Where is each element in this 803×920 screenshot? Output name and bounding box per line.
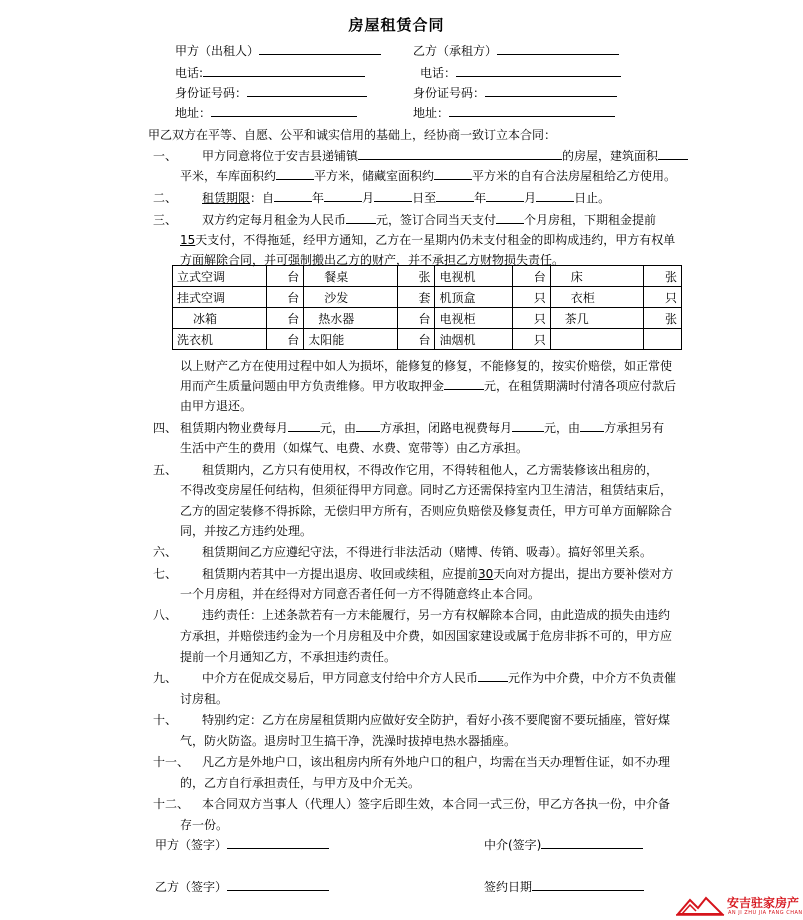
item-unit: 只 xyxy=(644,287,682,308)
lessor-phone-label: 电话: xyxy=(175,66,204,80)
clause-5-line-3: 乙方的固定装修不得拆除，无偿归甲方所有，否则应负赔偿及修复责任，甲方可单方面解除合 xyxy=(180,504,673,518)
end-day-blank[interactable] xyxy=(536,189,574,202)
lessor-address-label: 地址： xyxy=(175,106,212,120)
clause-7-line-2: 一个月房租，并在经得对方同意否者任何一方不得随意终止本合同。 xyxy=(180,587,541,601)
item-unit xyxy=(644,329,682,350)
item-unit: 张 xyxy=(397,266,435,287)
clause-3-line-3: 方面解除合同，并可强制搬出乙方的财产，并不承担乙方财物损失责任。 xyxy=(180,253,565,267)
clause-10-line-1: 特别约定：乙方在房屋租赁期内应做好安全防护，看好小孩不要爬窗不要玩插座，管好煤 xyxy=(202,713,671,727)
lessee-id-field xyxy=(413,84,617,101)
party-b-signature-blank[interactable] xyxy=(227,878,329,891)
clause-8-line-2: 方承担，并赔偿违约金为一个月房租及中介费，如因国家建设或属于危房非拆不可的，甲方应 xyxy=(180,629,673,643)
page-title: 房屋租赁合同 xyxy=(348,16,445,34)
clause-3-line-6: 由甲方退还。 xyxy=(180,399,253,413)
lessor-address-field xyxy=(175,104,357,121)
start-month-blank[interactable] xyxy=(324,189,362,202)
clause-7-text-b: 天向对方提出，提出方要补偿对方 xyxy=(493,567,674,581)
logo-name: 安吉驻家房产 xyxy=(727,896,800,910)
clause-6-line-1: 租赁期间乙方应遵纪守法，不得进行非法活动（赌博、传销、吸毒）。搞好邻里关系。 xyxy=(202,545,653,559)
clause-9-text-b: 元作为中介费，中介方不负责催 xyxy=(508,671,677,685)
months-paid-blank[interactable] xyxy=(496,211,524,224)
item-unit: 只 xyxy=(513,308,551,329)
clause-4-number: 四、 xyxy=(153,421,178,435)
item-unit: 张 xyxy=(644,266,682,287)
item-name: 油烟机 xyxy=(435,329,513,350)
clause-11-line-1: 凡乙方是外地户口，该出租房内所有外地户口的租户，均需在当天办理暂住证，如不办理 xyxy=(202,755,671,769)
clause-5-line-4: 同，并按乙方违约处理。 xyxy=(180,524,313,538)
location-blank[interactable] xyxy=(358,147,562,160)
clause-3-text-b: 元，签订合同当天支付 xyxy=(376,213,497,227)
item-unit: 只 xyxy=(513,287,551,308)
clause-4-text-a: 租赁期内物业费每月 xyxy=(180,421,289,435)
party-a-signature-blank[interactable] xyxy=(227,836,329,849)
lessee-field xyxy=(413,42,619,59)
lease-term-from: ：自 xyxy=(250,191,275,205)
item-unit: 台 xyxy=(266,308,304,329)
item-name: 衣柜 xyxy=(550,287,644,308)
item-unit: 台 xyxy=(266,329,304,350)
end-month-blank[interactable] xyxy=(486,189,524,202)
clause-9-line-1 xyxy=(202,669,676,686)
lessor-id-label: 身份证号码： xyxy=(175,86,248,100)
item-name: 热水器 xyxy=(304,308,398,329)
clause-8-line-3: 提前一个月通知乙方，不承担违约责任。 xyxy=(180,650,397,664)
clause-4-line-2: 生活中产生的费用（如煤气、电费、水费、宽带等）由乙方承担。 xyxy=(180,441,529,455)
item-unit: 台 xyxy=(397,329,435,350)
tv-fee-party-blank[interactable] xyxy=(580,419,604,432)
start-day-label: 日至 xyxy=(412,191,437,205)
clause-3-text-f: 元，在租赁期满时付清各项应付款后 xyxy=(484,379,677,393)
clause-1-text-b: 的房屋，建筑面积 xyxy=(562,149,659,163)
clause-4-line-1 xyxy=(180,419,664,436)
start-month-label: 月 xyxy=(362,191,375,205)
monthly-rent-blank[interactable] xyxy=(346,211,376,224)
property-fee-party-blank[interactable] xyxy=(356,419,380,432)
clause-8-line-1: 违约责任：上述条款若有一方未能履行，另一方有权解除本合同，由此造成的损失由违约 xyxy=(202,608,671,622)
lessee-address-blank[interactable] xyxy=(449,104,615,117)
clause-11-line-2: 的，乙方自行承担责任，与甲方及中介无关。 xyxy=(180,776,421,790)
item-name: 电视柜 xyxy=(435,308,513,329)
clause-9-number: 九、 xyxy=(153,671,178,685)
start-year-label: 年 xyxy=(312,191,325,205)
clause-3-text-c: 个月房租，下期租金提前 xyxy=(524,213,657,227)
clause-2-number: 二、 xyxy=(153,191,178,205)
clause-6-number: 六、 xyxy=(153,545,178,559)
clause-10-number: 十、 xyxy=(153,713,178,727)
lessor-field xyxy=(175,42,381,59)
lessor-phone-blank[interactable] xyxy=(203,64,365,77)
clause-9-text-a: 中介方在促成交易后，甲方同意支付给中介方人民币 xyxy=(202,671,479,685)
table-row xyxy=(173,308,682,329)
sign-date xyxy=(484,878,644,895)
clause-8-number: 八、 xyxy=(153,608,178,622)
clause-3-number: 三、 xyxy=(153,213,178,227)
clause-1-text-a: 甲方同意将位于安吉县递铺镇 xyxy=(202,149,359,163)
item-name: 太阳能 xyxy=(304,329,398,350)
agent-signature-label: 中介(签字) xyxy=(484,838,542,852)
clause-1-line-1 xyxy=(202,147,688,164)
clause-12-line-1: 本合同双方当事人（代理人）签字后即生效，本合同一式三份，甲乙方各执一份，中介备 xyxy=(202,797,671,811)
clause-7-line-1 xyxy=(202,565,673,582)
clause-2-line-1 xyxy=(202,189,610,206)
clause-1-line-2 xyxy=(180,167,676,184)
clause-3-text-e: 用而产生质量问题由甲方负责维修。甲方收取押金 xyxy=(180,379,445,393)
advance-days-value: 15 xyxy=(180,233,196,247)
party-b-signature xyxy=(155,878,329,895)
item-name: 冰箱 xyxy=(173,308,267,329)
clause-7-text-a: 租赁期内若其中一方提出退房、收回或续租，应提前 xyxy=(202,567,479,581)
clause-7-number: 七、 xyxy=(153,567,178,581)
lessee-label: 乙方（承租方） xyxy=(413,44,498,58)
property-fee-blank[interactable] xyxy=(288,419,320,432)
agency-fee-blank[interactable] xyxy=(478,669,508,682)
table-row xyxy=(173,266,682,287)
lessor-address-blank[interactable] xyxy=(211,104,357,117)
table-row xyxy=(173,329,682,350)
clause-5-line-1: 租赁期内，乙方只有使用权，不得改作它用，不得转租他人，乙方需装修该出租房的， xyxy=(202,463,659,477)
clause-12-number: 十二、 xyxy=(153,797,190,811)
lessor-phone-field xyxy=(175,64,365,81)
lessor-id-blank[interactable] xyxy=(247,84,367,97)
table-row xyxy=(173,287,682,308)
clause-4-text-e: 方承担另有 xyxy=(604,421,665,435)
storage-area-blank[interactable] xyxy=(434,167,472,180)
item-unit: 张 xyxy=(644,308,682,329)
deposit-blank[interactable] xyxy=(444,377,484,390)
start-day-blank[interactable] xyxy=(374,189,412,202)
lessee-phone-field xyxy=(420,64,621,81)
end-month-label: 月 xyxy=(524,191,537,205)
lessee-id-blank[interactable] xyxy=(485,84,617,97)
item-name xyxy=(550,329,644,350)
end-day-label: 日止。 xyxy=(574,191,611,205)
intro-text: 甲乙双方在平等、自愿、公平和诚实信用的基础上，经协商一致订立本合同： xyxy=(148,128,557,142)
party-a-signature-label: 甲方（签字） xyxy=(155,838,228,852)
furniture-table xyxy=(172,265,682,350)
clause-1-text-d: 平方米，储藏室面积约 xyxy=(314,169,435,183)
tv-fee-blank[interactable] xyxy=(512,419,544,432)
clause-5-line-2: 不得改变房屋任何结构，但须征得甲方同意。同时乙方还需保持室内卫生清洁，租赁结束后， xyxy=(180,483,673,497)
item-unit: 只 xyxy=(513,329,551,350)
lessor-label: 甲方（出租人） xyxy=(175,44,260,58)
item-unit: 套 xyxy=(397,287,435,308)
lessee-phone-blank[interactable] xyxy=(456,64,621,77)
clause-10-line-2: 气，防火防盗。退房时卫生搞干净，洗澡时拔掉电热水器插座。 xyxy=(180,734,517,748)
clause-4-text-d: 元，由 xyxy=(544,421,581,435)
notice-days-value: 30 xyxy=(478,567,494,581)
item-unit: 台 xyxy=(266,287,304,308)
clause-5-number: 五、 xyxy=(153,463,178,477)
lessee-address-field xyxy=(413,104,615,121)
logo-subtitle: AN JI ZHU JIA FANG CHAN xyxy=(728,910,803,916)
sign-date-label: 签约日期 xyxy=(484,880,533,894)
clause-3-line-5 xyxy=(180,377,676,394)
item-name: 餐桌 xyxy=(304,266,398,287)
item-unit: 台 xyxy=(266,266,304,287)
clause-3-line-4: 以上财产乙方在使用过程中如人为损坏，能修复的修复，不能修复的，按实价赔偿，如正常使 xyxy=(180,359,673,373)
lessee-name-blank[interactable] xyxy=(497,42,619,55)
lessor-id-field xyxy=(175,84,367,101)
item-unit: 台 xyxy=(513,266,551,287)
lessor-name-blank[interactable] xyxy=(259,42,381,55)
end-year-label: 年 xyxy=(474,191,487,205)
garage-area-blank[interactable] xyxy=(276,167,314,180)
end-year-blank[interactable] xyxy=(436,189,474,202)
sign-date-blank[interactable] xyxy=(532,878,644,891)
clause-12-line-2: 存一份。 xyxy=(180,818,229,832)
party-b-signature-label: 乙方（签字） xyxy=(155,880,228,894)
item-name: 茶几 xyxy=(550,308,644,329)
item-unit: 台 xyxy=(397,308,435,329)
clause-4-text-b: 元，由 xyxy=(320,421,357,435)
item-name: 洗衣机 xyxy=(173,329,267,350)
item-name: 立式空调 xyxy=(173,266,267,287)
lease-term-label: 租赁期限 xyxy=(202,191,251,205)
clause-1-text-c: 平米，车库面积约 xyxy=(180,169,277,183)
lessee-phone-label: 电话： xyxy=(420,66,457,80)
clause-9-line-2: 讨房租。 xyxy=(180,692,229,706)
item-name: 沙发 xyxy=(304,287,398,308)
agent-signature-blank[interactable] xyxy=(541,836,643,849)
item-name: 电视机 xyxy=(435,266,513,287)
clause-4-text-c: 方承担，闭路电视费每月 xyxy=(380,421,513,435)
item-name: 床 xyxy=(550,266,644,287)
lessee-address-label: 地址： xyxy=(413,106,450,120)
building-area-blank[interactable] xyxy=(658,147,688,160)
clause-3-line-1 xyxy=(202,211,656,228)
clause-1-number: 一、 xyxy=(153,149,178,163)
agent-signature xyxy=(484,836,643,853)
item-name: 机顶盒 xyxy=(435,287,513,308)
party-a-signature xyxy=(155,836,329,853)
lessee-id-label: 身份证号码： xyxy=(413,86,486,100)
clause-3-text-a: 双方约定每月租金为人民币 xyxy=(202,213,347,227)
item-name: 挂式空调 xyxy=(173,287,267,308)
clause-3-text-d: 天支付，不得拖延，经甲方通知，乙方在一星期内仍未支付租金的即构成违约，甲方有权单 xyxy=(195,233,676,247)
clause-1-text-e: 平方米的自有合法房屋租给乙方使用。 xyxy=(472,169,677,183)
start-year-blank[interactable] xyxy=(274,189,312,202)
clause-11-number: 十一、 xyxy=(153,755,190,769)
clause-3-line-2 xyxy=(180,231,675,248)
